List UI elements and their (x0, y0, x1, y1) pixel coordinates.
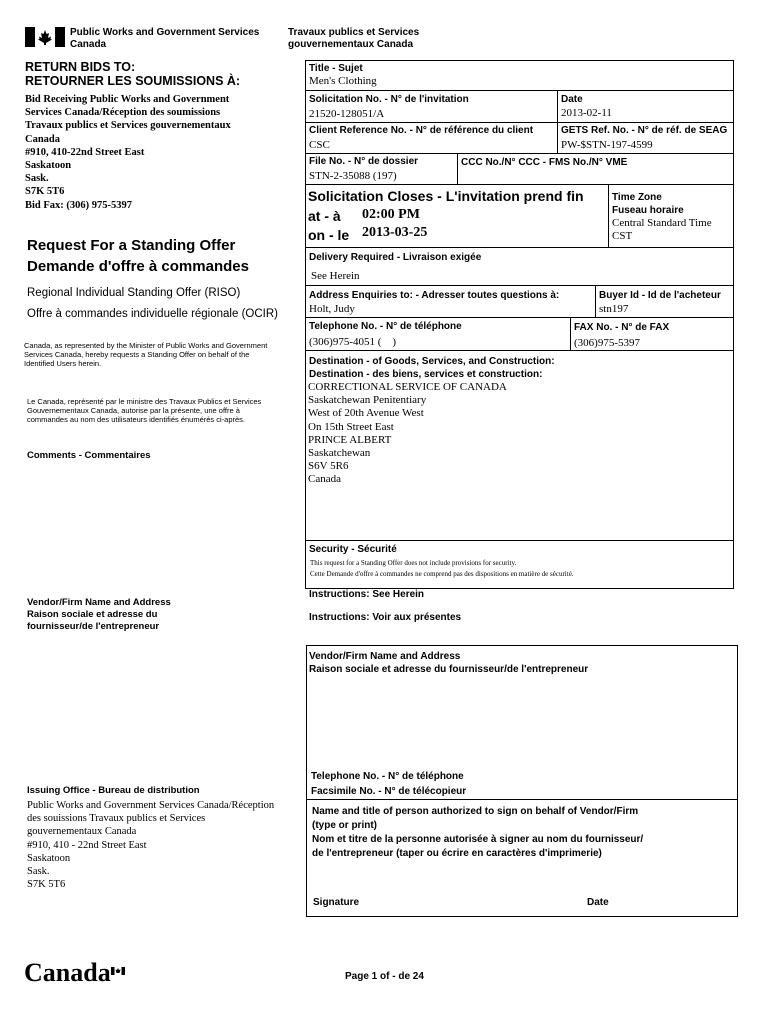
vendor-telephone-label: Telephone No. - N° de téléphone (311, 771, 464, 782)
file-no-value: STN-2-35088 (197) (309, 170, 397, 182)
issuing-office-label: Issuing Office - Bureau de distribution (27, 785, 200, 796)
closes-at-label: at - à (308, 208, 341, 224)
solicitation-value: 21520-128051/A (309, 108, 385, 120)
telephone-value: (306)975-4051 ( ) (309, 336, 397, 348)
date-label: Date (561, 94, 583, 105)
security-label: Security - Sécurité (309, 544, 397, 555)
destination-label: Destination - of Goods, Services, and Construction: Destination - des biens, services et construction: (309, 356, 555, 380)
signature-date-label: Date (587, 897, 609, 908)
wordmark-flag-icon (111, 962, 125, 980)
page-number: Page 1 of - de 24 (345, 971, 424, 982)
vendor-fax-label: Facsimile No. - N° de télécopieur (311, 786, 467, 797)
ccc-no-label: CCC No./N° CCC - FMS No./N° VME (461, 157, 628, 168)
client-ref-label: Client Reference No. - N° de référence du client (309, 125, 534, 136)
buyer-id-label: Buyer Id - Id de l'acheteur (599, 290, 721, 301)
closes-at-value: 02:00 PM (362, 207, 420, 222)
file-no-label: File No. - N° de dossier (309, 156, 419, 167)
date-value: 2013-02-11 (561, 107, 612, 119)
gets-ref-value: PW-$STN-197-4599 (561, 139, 653, 151)
canada-flag-icon (25, 27, 65, 47)
delivery-value: See Herein (311, 270, 360, 282)
request-paragraph-fr: Le Canada, représenté par le ministre des Travaux Publics et Services Gouvernementaux Canada, autorise par la présente, une offre à commandes au nom des utilisateurs identifiés énumérés ci-après. (27, 397, 262, 424)
return-bids-title: RETURN BIDS TO: RETOURNER LES SOUMISSIONS À: (25, 60, 241, 88)
vendor-left-label: Vendor/Firm Name and Address Raison sociale et adresse du fournisseur/de l'entrepreneur (27, 597, 171, 632)
signature-label: Signature (313, 897, 360, 908)
delivery-label: Delivery Required - Livraison exigée (309, 252, 482, 263)
buyer-id-value: stn197 (599, 303, 629, 315)
authorized-person-label: Name and title of person authorized to sign on behalf of Vendor/Firm (type or print) Nom et titre de la personne autorisée à signer au nom du fournisseur/ de l'entrepreneur (taper ou écrire en caractères d'imprimerie) (312, 806, 644, 859)
instructions-en: Instructions: See Herein (309, 589, 425, 600)
destination-address: CORRECTIONAL SERVICE OF CANADA Saskatchewan Penitentiary West of 20th Avenue West On 15th Street East PRINCE ALBERT Saskatchewan S6V 5R6 Canada (308, 381, 507, 486)
request-title: Request For a Standing Offer Demande d'offre à commandes (27, 237, 249, 275)
address-enquiries-value: Holt, Judy (309, 303, 355, 315)
time-zone-label: Time Zone Fuseau horaire (612, 192, 684, 216)
comments-label: Comments - Commentaires (27, 450, 151, 461)
return-bids-address: Bid Receiving Public Works and Government Services Canada/Réception des soumissions Travaux publics et Services gouvernementaux Canada #910, 410-22nd Street East Saskatoon Sask. S7K 5T6 Bid Fax: (306) 975-5397 (25, 94, 231, 211)
request-paragraph-en: Canada, as represented by the Minister of Public Works and Government Services Canada, hereby requests a Standing Offer on behalf of the Identified Users herein. (24, 341, 268, 368)
instructions-fr: Instructions: Voir aux présentes (309, 612, 462, 623)
title-label: Title - Sujet (309, 63, 363, 74)
security-text-en: This request for a Standing Offer does not include provisions for security. (310, 559, 517, 567)
solicitation-label: Solicitation No. - N° de l'invitation (309, 94, 469, 105)
solicitation-closes-title: Solicitation Closes - L'invitation prend fin (308, 188, 584, 204)
dept-name-fr: Travaux publics et Services gouvernementaux Canada (288, 27, 420, 50)
fax-value: (306)975-5397 (574, 337, 640, 349)
gets-ref-label: GETS Ref. No. - N° de réf. de SEAG (561, 125, 728, 136)
dept-name-en: Public Works and Government Services Canada (70, 27, 260, 50)
security-text-fr: Cette Demande d'offre à commandes ne comprend pas des dispositions en matière de sécurité. (310, 570, 574, 578)
fax-label: FAX No. - N° de FAX (574, 322, 670, 333)
vendor-box-label: Vendor/Firm Name and Address Raison sociale et adresse du fournisseur/de l'entrepreneur (309, 651, 589, 675)
title-value: Men's Clothing (309, 75, 377, 87)
time-zone-value: Central Standard Time CST (612, 217, 712, 242)
client-ref-value: CSC (309, 139, 330, 151)
telephone-label: Telephone No. - N° de téléphone (309, 321, 462, 332)
closes-on-label: on - le (308, 227, 350, 243)
canada-wordmark: Canada (24, 958, 111, 988)
issuing-office-address: Public Works and Government Services Canada/Réception des souissions Travaux publics et Services gouvernementaux Canada #910, 410 - 22nd Street East Saskatoon Sask. S7K 5T6 (27, 800, 275, 891)
request-subtitle: Regional Individual Standing Offer (RISO) Offre à commandes individuelle régionale (OCIR) (27, 287, 278, 320)
address-enquiries-label: Address Enquiries to: - Adresser toutes questions à: (309, 290, 560, 301)
closes-on-value: 2013-03-25 (362, 225, 428, 240)
